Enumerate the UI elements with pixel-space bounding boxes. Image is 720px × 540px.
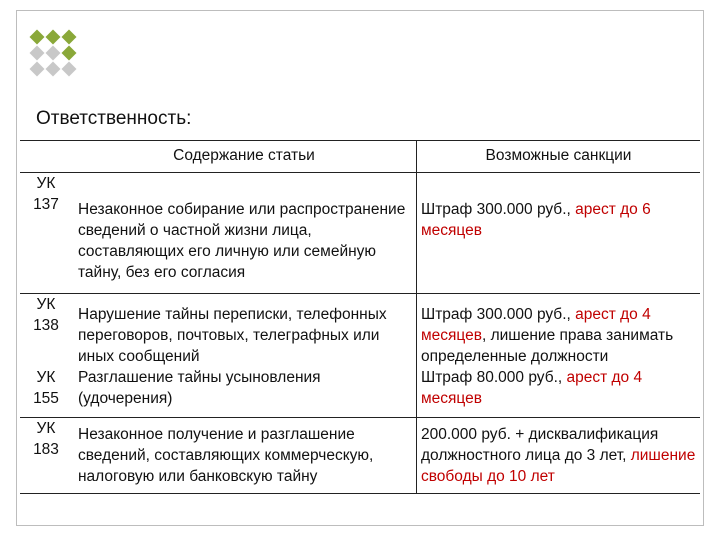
header-sanctions: Возможные санкции bbox=[417, 141, 701, 173]
logo-diamonds-icon bbox=[28, 28, 78, 78]
logo-diamond bbox=[30, 46, 45, 61]
table-row bbox=[20, 173, 700, 294]
code-number: 183 bbox=[33, 441, 59, 458]
article-sanctions bbox=[417, 418, 701, 494]
code-prefix: УК bbox=[36, 296, 56, 313]
slide-title: Ответственность: bbox=[36, 108, 192, 129]
logo-diamond bbox=[62, 46, 77, 61]
article-sanctions bbox=[417, 173, 701, 294]
liability-table bbox=[20, 140, 700, 494]
code-prefix: УК bbox=[36, 420, 56, 437]
table-row bbox=[20, 367, 700, 418]
sanction-highlight: арест до 4 месяцев bbox=[421, 306, 651, 344]
sanction-text: Штраф 300.000 руб., bbox=[421, 306, 576, 323]
code-prefix: УК bbox=[36, 369, 56, 386]
logo-diamond bbox=[30, 62, 45, 77]
logo-diamond bbox=[30, 30, 45, 45]
code-number: 155 bbox=[33, 390, 59, 407]
sanction-highlight: арест до 4 месяцев bbox=[421, 369, 643, 407]
header-content: Содержание статьи bbox=[72, 141, 417, 173]
logo-diamond bbox=[62, 30, 77, 45]
article-sanctions bbox=[417, 294, 701, 368]
sanction-text: Штраф 300.000 руб., bbox=[421, 201, 576, 218]
logo-diamond bbox=[46, 62, 61, 77]
article-sanctions bbox=[417, 367, 701, 418]
article-content: Незаконное получение и разглашение сведений, составляющих коммерческую, налоговую или банковскую тайну bbox=[72, 418, 417, 494]
logo-diamond bbox=[46, 46, 61, 61]
article-code bbox=[20, 294, 72, 368]
table-header-row bbox=[20, 141, 700, 173]
code-number: 137 bbox=[33, 196, 59, 213]
article-code bbox=[20, 173, 72, 294]
sanction-highlight: арест до 6 месяцев bbox=[421, 201, 651, 239]
code-prefix: УК bbox=[36, 175, 56, 192]
article-code bbox=[20, 367, 72, 418]
logo-diamond bbox=[46, 30, 61, 45]
article-code bbox=[20, 418, 72, 494]
code-number: 138 bbox=[33, 317, 59, 334]
article-content: Разглашение тайны усыновления (удочерения) bbox=[72, 367, 417, 418]
sanction-text: 200.000 руб. + дисквалификация должностного лица до 3 лет, bbox=[421, 426, 659, 464]
logo-diamond bbox=[62, 62, 77, 77]
table-row bbox=[20, 294, 700, 368]
article-content: Нарушение тайны переписки, телефонных переговоров, почтовых, телеграфных или иных сообщений bbox=[78, 306, 387, 365]
sanction-text: Штраф 80.000 руб., bbox=[421, 369, 567, 386]
table-row bbox=[20, 418, 700, 494]
sanction-highlight: лишение свободы до 10 лет bbox=[421, 447, 696, 485]
sanction-tail: , лишение права занимать определенные должности bbox=[421, 327, 674, 365]
header-code bbox=[20, 141, 72, 173]
article-content: Незаконное собирание или распространение сведений о частной жизни лица, составляющих его личную или семейную тайну, без его согласия bbox=[72, 173, 417, 294]
